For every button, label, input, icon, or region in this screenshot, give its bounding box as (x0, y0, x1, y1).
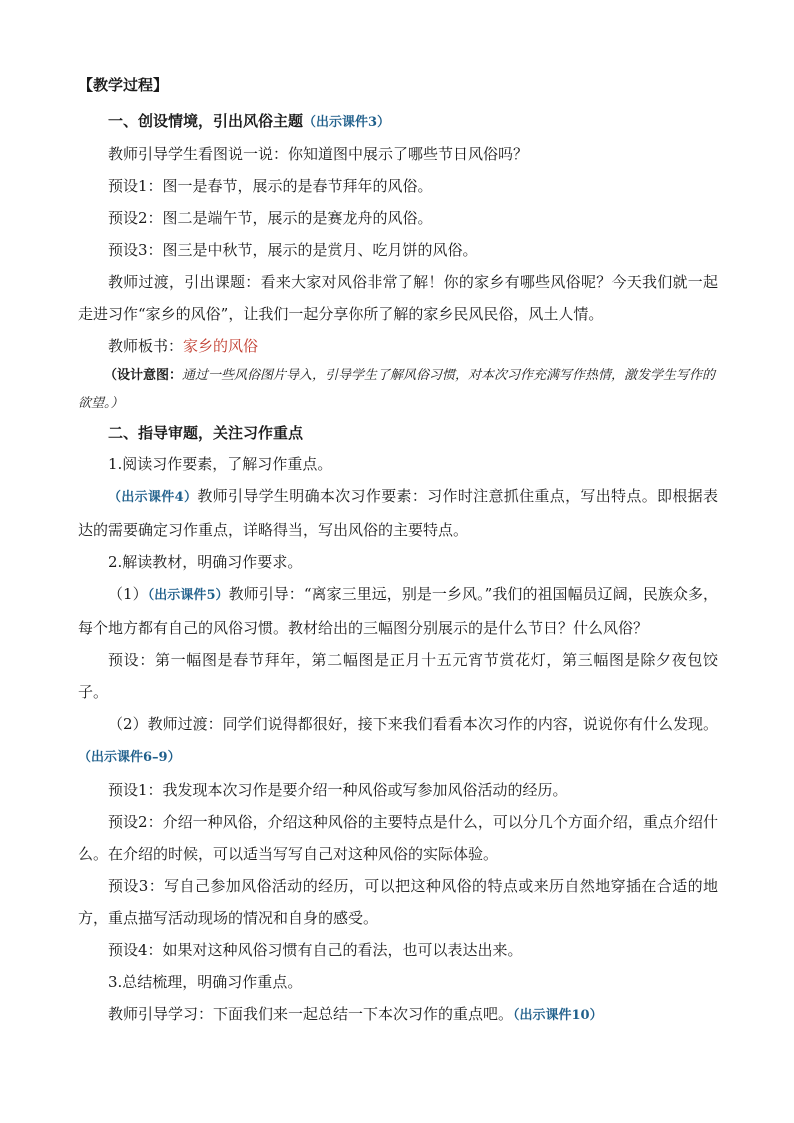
step3-text: 教师引导学习：下面我们来一起总结一下本次习作的重点吧。 (108, 1005, 514, 1023)
board-writing (78, 330, 718, 362)
step1-courseware: （出示课件4） (108, 490, 198, 505)
section1-transition: 教师过渡，引出课题：看来大家对风俗非常了解！你的家乡有哪些风俗呢？今天我们就一起走进习作“家乡的风俗”，让我们一起分享你所了解的家乡民风民俗，风土人情。 (78, 273, 718, 323)
section1-courseware: （出示课件3） (303, 115, 391, 130)
step3-body (78, 998, 718, 1032)
step2-preset1: 预设1：我发现本次习作是要介绍一种风俗或写参加风俗活动的经历。 (108, 781, 568, 799)
section1-preset1: 预设1：图一是春节，展示的是春节拜年的风俗。 (108, 177, 433, 195)
step2-1-courseware: （出示课件5） (147, 588, 229, 603)
step3-courseware: （出示课件10） (513, 1008, 603, 1023)
step2-preset2: 预设2：介绍一种风俗，介绍这种风俗的主要特点是什么，可以分几个方面介绍，重点介绍什么。在介绍的时候，可以适当写写自己对这种风俗的实际体验。 (78, 813, 718, 863)
board-label: 教师板书： (108, 337, 184, 355)
section1-intro: 教师引导学生看图说一说：你知道图中展示了哪些节日风俗吗？ (108, 145, 529, 163)
design-intent-note (78, 362, 718, 418)
step1-body (78, 480, 718, 546)
step1-title: 1.阅读习作要素，了解习作重点。 (108, 455, 333, 473)
document-heading: 【教学过程】 (78, 76, 169, 94)
design-intent-label: （设计意图： (104, 368, 183, 383)
step2-1-text: 教师引导：“离家三里远，别是一乡风。”我们的祖国幅员辽阔，民族众多，每个地方都有自己的风俗习惯。教材给出的三幅图分别展示的是什么节日？什么风俗？ (78, 585, 719, 637)
document-page (78, 70, 718, 1032)
step2-2-text: （2）教师过渡：同学们说得都很好，接下来我们看看本次习作的内容，说说你有什么发现。 (108, 715, 718, 733)
step2-1-prefix: （1） (108, 585, 148, 603)
board-value: 家乡的风俗 (183, 337, 259, 355)
step1-text: 教师引导学生明确本次习作要素：习作时注意抓住重点，写出特点。即根据表达的需要确定习作重点，详略得当，写出风俗的主要特点。 (78, 487, 718, 539)
step2-preset4: 预设4：如果对这种风俗习惯有自己的看法，也可以表达出来。 (108, 941, 523, 959)
step2-2-courseware: （出示课件6–9） (78, 750, 181, 765)
step2-2-body (78, 708, 718, 774)
step2-preset3: 预设3：写自己参加风俗活动的经历，可以把这种风俗的特点或来历自然地穿插在合适的地方，重点描写活动现场的情况和自身的感受。 (78, 877, 718, 927)
design-intent-body: 通过一些风俗图片导入，引导学生了解风俗习惯，对本次习作充满写作热情，激发学生写作的欲望。） (78, 368, 716, 411)
step2-1-body (78, 578, 718, 644)
step2-1-preset: 预设：第一幅图是春节拜年，第二幅图是正月十五元宵节赏花灯，第三幅图是除夕夜包饺子。 (78, 651, 718, 701)
step3-title: 3.总结梳理，明确习作重点。 (108, 973, 303, 991)
section1-title (78, 106, 718, 138)
step2-title: 2.解读教材，明确习作要求。 (108, 553, 303, 571)
section1-preset2: 预设2：图二是端午节，展示的是赛龙舟的风俗。 (108, 209, 433, 227)
section1-title-text: 一、创设情境，引出风俗主题 (108, 112, 304, 130)
section2-title: 二、指导审题，关注习作重点 (108, 424, 304, 442)
section1-preset3: 预设3：图三是中秋节，展示的是赏月、吃月饼的风俗。 (108, 241, 478, 259)
